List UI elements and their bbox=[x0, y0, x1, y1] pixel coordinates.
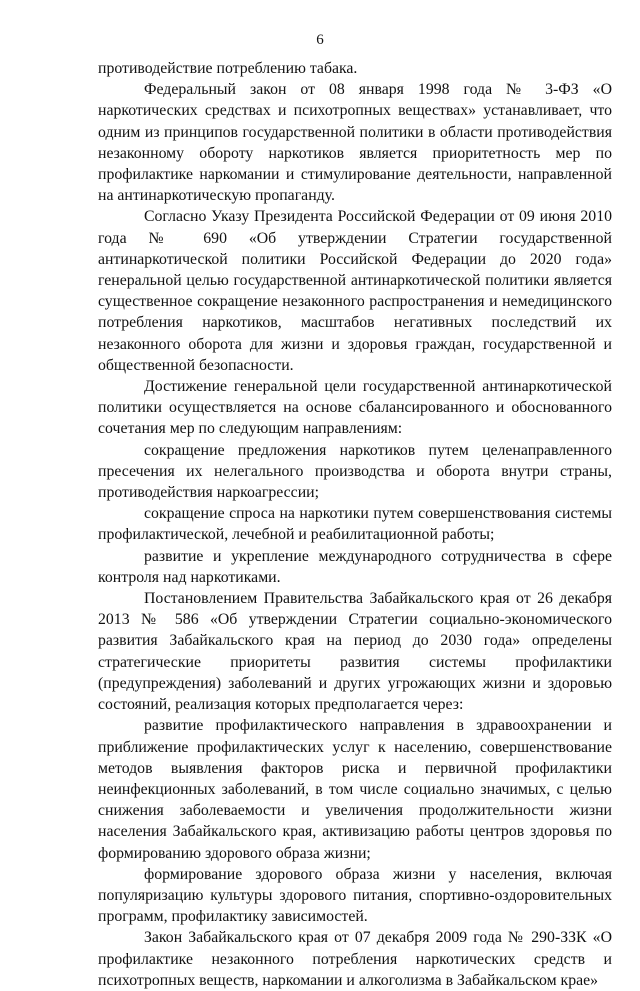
page-number: 6 bbox=[316, 32, 324, 48]
paragraph: Закон Забайкальского края от 07 декабря 2009 года № 290-ЗЗК «О профилактике незаконного потребления наркотических средств и психотропных веществ, наркомании и алкоголизма в Забайкальском крае» bbox=[98, 929, 612, 989]
paragraph: сокращение спроса на наркотики путем совершенствования системы профилактической, лечебной и реабилитационной работы; bbox=[98, 505, 612, 544]
paragraph: Согласно Указу Президента Российской Федерации от 09 июня 2010 года № 690 «Об утверждении Стратегии государственной антинаркотической политики Российской Федерации до 2020 года» генеральной целью государственной антинаркотической политики является существенное сокращение незаконного распространения и немедицинского потребления наркотиков, масштабов негативных последствий их незаконного оборота для жизни и здоровья граждан, государственной и общественной безопасности. bbox=[98, 208, 612, 374]
paragraph: Достижение генеральной цели государственной антинаркотической политики осуществляется на основе сбалансированного и обоснованного сочетания мер по следующим направлениям: bbox=[98, 378, 612, 438]
paragraph: формирование здорового образа жизни у населения, включая популяризацию культуры здорового питания, спортивно-оздоровительных программ, профилактику зависимостей. bbox=[98, 865, 612, 926]
document-body bbox=[98, 58, 612, 991]
paragraph: развитие и укрепление международного сотрудничества в сфере контроля над наркотиками. bbox=[98, 547, 612, 586]
paragraph: Федеральный закон от 08 января 1998 года № 3-ФЗ «О наркотических средствах и психотропных веществах» устанавливает, что одним из принципов государственной политики в области противодействия незаконному обороту наркотиков является приоритетность мер по профилактике наркомании и стимулирование деятельности, направленной на антинаркотическую пропаганду. bbox=[98, 81, 612, 205]
paragraph: противодействие потреблению табака. bbox=[98, 60, 358, 77]
paragraph: развитие профилактического направления в здравоохранении и приближение профилактических услуг к населению, совершенствование методов выявления факторов риска и первичной профилактики неинфекционных заболеваний, в том числе социально значимых, с целью снижения заболеваемости и увеличения продолжительности жизни населения Забайкальского края, активизацию работы центров здоровья по формированию здорового образа жизни; bbox=[98, 717, 612, 862]
paragraph: сокращение предложения наркотиков путем целенаправленного пресечения их нелегального производства и оборота внутри страны, противодействия наркоагрессии; bbox=[98, 441, 612, 502]
paragraph: Постановлением Правительства Забайкальского края от 26 декабря 2013 № 586 «Об утверждении Стратегии социально-экономического развития Забайкальского края на период до 2030 года» определены стратегические приоритеты развития системы профилактики (предупреждения) заболеваний и других угрожающих жизни и здоровью состояний, реализация которых предполагается через: bbox=[98, 590, 612, 714]
